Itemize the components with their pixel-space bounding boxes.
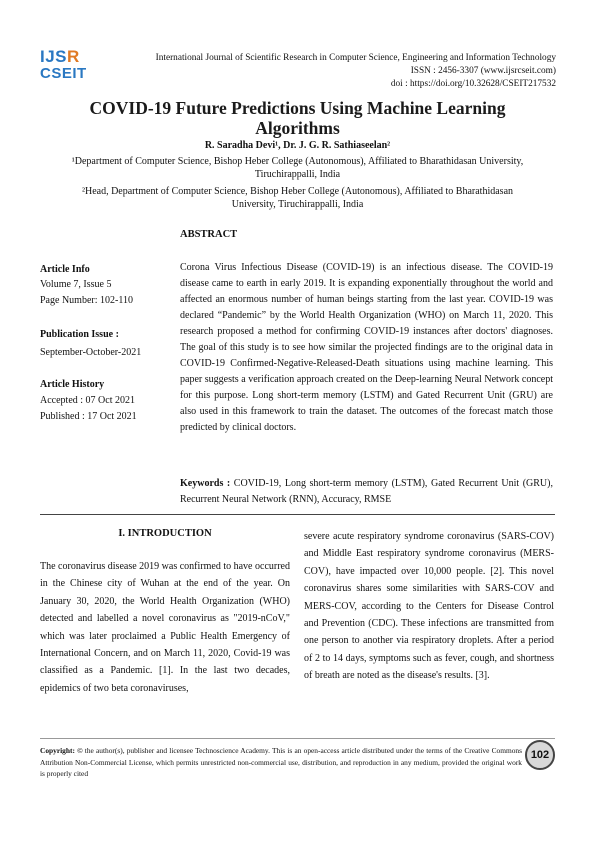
section-divider <box>40 514 555 515</box>
journal-name: International Journal of Scientific Research in Computer Science, Engineering and Information Technology <box>155 53 556 63</box>
keywords-label: Keywords : <box>180 478 231 489</box>
accepted-date: Accepted : 07 Oct 2021 <box>40 395 135 406</box>
article-info-heading: Article Info <box>40 264 90 275</box>
abstract-heading: ABSTRACT <box>180 229 238 240</box>
introduction-left-column: The coronavirus disease 2019 was confirmed to have occurred in the Chinese city of Wuhan at the end of the year. On January 30, 2020, the World Health Organization (WHO) detected and labelled a novel coronavirus as "2019-nCoV," which was later proclaimed a Public Health Emergency of International Concern, and on March 11, 2020, Covid-19 was classified as a Pandemic. [1]. In the last two decades, epidemics of two beta coronaviruses, <box>40 561 290 694</box>
logo-bottom-text: CSEIT <box>40 65 87 82</box>
paper-authors: R. Saradha Devi¹, Dr. J. G. R. Sathiaseelan² <box>204 140 391 151</box>
paper-title <box>40 98 555 138</box>
keywords <box>180 476 553 508</box>
affiliation-2 <box>40 185 555 211</box>
title-line-1: COVID-19 Future Predictions Using Machine Learning <box>89 98 506 118</box>
journal-logo <box>40 48 100 86</box>
copyright-notice <box>40 745 522 780</box>
affiliation-1 <box>40 155 555 181</box>
article-volume: Volume 7, Issue 5 <box>40 279 112 290</box>
publication-issue: September-October-2021 <box>40 347 142 358</box>
page-number-badge: 102 <box>525 740 555 770</box>
footer-divider <box>40 738 555 739</box>
keywords-text: COVID-19, Long short-term memory (LSTM), Gated Recurrent Unit (GRU), Recurrent Neural Network (RNN), Accuracy, RMSE <box>180 478 553 505</box>
logo-top-text: IJSR <box>40 47 80 66</box>
affiliation-2-line-2: University, Tiruchirappalli, India <box>231 199 364 210</box>
affiliation-1-line-1: ¹Department of Computer Science, Bishop Heber College (Autonomous), Affiliated to Bharathidasan University, <box>71 156 524 167</box>
journal-issn: ISSN : 2456-3307 (www.ijsrcseit.com) <box>410 66 556 76</box>
introduction-heading: I. INTRODUCTION <box>118 528 212 539</box>
title-line-2: Algorithms <box>255 118 340 138</box>
abstract-text: Corona Virus Infectious Disease (COVID-19) is an infectious disease. The COVID-19 disease came to earth in early 2019. It is expanding exponentially throughout the world and affected an enormous number of human beings starting from the last year. COVID-19 was declared “Pandemic” by the World Health Organization (WHO) on March 11, 2020. This research proposed a method for confirming COVID-19 instances after doctors' diagnoses. The goal of this study is to see how similar the projected findings are to the original data in COVID-19 Confirmed-Negative-Released-Death situations using machine learning. This paper suggests a verification approach created on the Deep-learning Neural Network concept for this purpose. Long short-term memory (LSTM) and Gated Recurrent Unit (GRU) are also used in this framework to train the dataset. The outcomes of the forecast match those predicted by clinical doctors. <box>180 262 553 433</box>
journal-header <box>106 52 556 91</box>
affiliation-2-line-1: ²Head, Department of Computer Science, Bishop Heber College (Autonomous), Affiliated to Bharathidasan <box>81 186 514 197</box>
introduction-right-column: severe acute respiratory syndrome coronavirus (SARS-COV) and Middle East respiratory syndrome coronavirus (MERS-COV), have impacted over 10,000 people. [2]. This novel coronavirus shares some similarities with SARS-COV and MERS-COV, according to the Centers for Disease Control and Prevention (CDC). These infections are transmitted from one person to another via respiratory droplets. After a period of 2 to 14 days, symptoms such as fever, cough, and shortness of breath are noted as the disease's results. [3]. <box>304 531 554 682</box>
publication-issue-heading: Publication Issue : <box>40 329 119 340</box>
article-pages: Page Number: 102-110 <box>40 295 133 306</box>
affiliation-1-line-2: Tiruchirappalli, India <box>254 169 341 180</box>
journal-doi[interactable]: doi : https://doi.org/10.32628/CSEIT217532 <box>390 79 556 89</box>
copyright-label: Copyright: © <box>40 746 83 755</box>
copyright-text: the author(s), publisher and licensee Technoscience Academy. This is an open-access article distributed under the terms of the Creative Commons Attribution Non-Commercial License, which permits unrestricted non-commercial use, distribution, and reproduction in any medium, provided the original work is properly cited <box>40 746 522 778</box>
article-history-heading: Article History <box>40 379 105 390</box>
published-date: Published : 17 Oct 2021 <box>40 411 137 422</box>
